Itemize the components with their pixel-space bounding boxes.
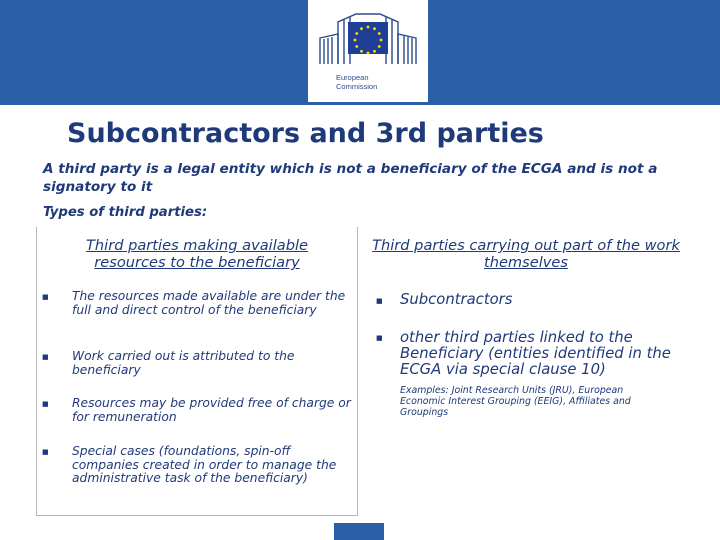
intro-text: A third party is a legal entity which is not a beneficiary of the ECGA and is not a signatory to it [43,161,658,195]
right-item: Subcontractors [400,291,513,308]
left-item: Special cases (foundations, spin-off companies created in order to manage the administrative task of the beneficiary) [72,444,337,485]
square-bullet-icon: ■ [42,400,49,408]
square-bullet-icon: ■ [376,334,383,342]
left-item: Work carried out is attributed to the beneficiary [72,349,295,377]
left-item: Resources may be provided free of charge or for remuneration [72,396,351,424]
left-item: The resources made available are under the full and direct control of the beneficiary [72,289,346,317]
left-column-heading: Third parties making available resources to the beneficiary [85,237,308,271]
square-bullet-icon: ■ [42,293,49,301]
square-bullet-icon: ■ [42,448,49,456]
right-column-heading: Third parties carrying out part of the work themselves [372,237,680,271]
square-bullet-icon: ■ [42,353,49,361]
logo-line-2: Commission [336,82,378,91]
examples-note: Examples: Joint Research Units (JRU), European Economic Interest Grouping (EEIG), Affiliates and Groupings [400,385,631,418]
square-bullet-icon: ■ [376,297,383,305]
berlaymont-building-icon [316,8,420,66]
footer-accent-bar [334,523,384,540]
logo-line-1: European [336,73,369,82]
page-title: Subcontractors and 3rd parties [67,118,544,149]
european-commission-logo [308,0,428,102]
logo-wordmark [336,73,377,91]
right-item: other third parties linked to the Beneficiary (entities identified in the ECGA via special clause 10) [400,329,671,378]
types-label: Types of third parties: [43,205,208,220]
